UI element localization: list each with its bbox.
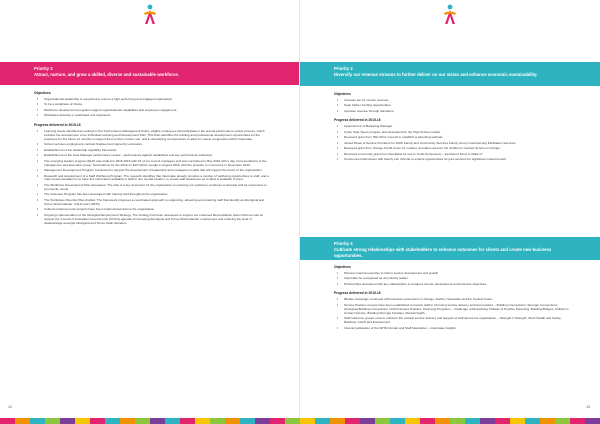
list-item: • Internal publication of the WHS Circular and Staff Newsletter – Interrelate Insights.: [334, 327, 570, 331]
progress-title: Progress delivered in 2015-16: [334, 291, 381, 296]
stripe-segment: [375, 418, 390, 424]
list-item: • Harness internal expertise to inform service development and growth: [334, 272, 570, 276]
progress-title: Progress delivered in 2015-16: [34, 122, 81, 127]
stripe-segment: [60, 418, 75, 424]
stripe-segment: [480, 418, 495, 424]
stripe-segment: [300, 418, 315, 424]
list-item: • Establishment of the Area Manager performance review – performance against capabilities and key performance indicators.: [34, 154, 270, 158]
list-item: • School services employment contract finalised and signed by educators.: [34, 143, 270, 147]
list-item: • Ongoing implementation of the Aboriginal Employment Strategy. The strategy has been developed to support our endorsed Reconciliation Action Plan as well as support the Council of Australian Governments (COAG) agenda of increasing Aboriginal and Torres Strait Islander employment and reducing the level of disadvantage amongst Aboriginal and Torres Strait Islanders.: [34, 214, 270, 226]
stripe-segment: [540, 418, 555, 424]
stripe-segment: [390, 418, 405, 424]
stripe-segment: [525, 418, 540, 424]
list-item: • Received grant from Orange Credit Union for outdoor recreation area for the Children's Contact Service in Orange.: [334, 147, 570, 151]
priority-3-heading: Diversify our revenue streams to further deliver on our vision and enhance economic sustainability.: [334, 72, 538, 77]
list-item: • The emerging leaders program (ELP) was trialled in 2015-2016 with 15 of our current managers and was completed in May 2016 with a day of presentations to the management and Executive group. Nominations for the 2016-17 ELP will be sought in August 2016, with the program to commence in November 2016.: [34, 160, 270, 168]
priority-3-label: Priority 3: [334, 66, 353, 71]
stripe-segment: [105, 418, 120, 424]
stripe-segment: [465, 418, 480, 424]
stripe-segment: [330, 418, 345, 424]
list-item: • Staff reference groups exist to enhance the cultural service delivery and support of staff across the organisation – Strength 2 Strength, Work Health and Safety, Rainbow, CALD and Environment.: [334, 317, 570, 325]
list-item: • Commenced discussion with Family Life Victoria to explore opportunities for joint services for significant mutual benefit.: [334, 158, 570, 162]
objectives-title: Objectives: [334, 92, 351, 96]
priority-3-content: [334, 93, 570, 164]
list-item: • Received community grant from Stockland for use in Youth Symposium – Festival of Films in 2016-17: [334, 153, 570, 157]
list-item: • Received grant from Hills Shire Council to establish a parenting webinar.: [334, 136, 570, 140]
stripe-segment: [15, 418, 30, 424]
priority-2-heading: Attract, nurture, and grow a skilled, diverse and sustainable workforce.: [34, 72, 179, 77]
list-item: • iMelate Campaign continued with television promotions in Orange, Dubbo, Newcastle and the Central Coast.: [334, 298, 570, 302]
stripe-segment: [120, 418, 135, 424]
progress-list: [34, 130, 270, 226]
stripe-segment: [150, 418, 165, 424]
right-page: [300, 0, 600, 424]
list-item: • Establishment of the leadership capability framework.: [34, 149, 270, 153]
stripe-segment: [585, 418, 600, 424]
list-item: • Seek further funding opportunities.: [334, 104, 570, 108]
progress-title: Progress delivered in 2015-16: [334, 118, 381, 123]
stripe-segment: [555, 418, 570, 424]
stripe-segment: [30, 418, 45, 424]
priority-4-heading: Cultivate strong relationships with stakeholders to enhance outcomes for clients and create new business opportunities.: [334, 247, 552, 258]
stripe-segment: [90, 418, 105, 424]
stripe-segment: [360, 418, 375, 424]
list-item: • Workforce development programs support organisational capabilities and employee engagement.: [34, 109, 270, 113]
list-item: • Appointment of Marketing Manager.: [334, 125, 570, 129]
list-item: • Learning needs identified as outlined in the Performance Management Policy, eligible employees will participate in the annual performance review process, which includes the development of an Individual Learning and Development Plan. This Plan identifies the training and professional development opportunities for the employee for the future 12 months to support them in their current role, and in developing competencies to allow for career progression within Interrelate.: [34, 130, 270, 142]
list-item: • Interrelate be recognised as an industry leader.: [334, 277, 570, 281]
stripe-segment: [495, 418, 510, 424]
stripe-segment: [420, 418, 435, 424]
stripe-segment: [195, 418, 210, 424]
list-item: • The Volunteer Program has been developed with training held throughout the organisation.: [34, 193, 270, 197]
stripe-segment: [345, 418, 360, 424]
priority-3-banner: [300, 62, 600, 86]
stripe-segment: [405, 418, 420, 424]
objectives-title: Objectives: [334, 265, 351, 269]
priority-4-label: Priority 4: [334, 241, 353, 246]
priority-4-content: [334, 266, 570, 332]
stripe-segment: [165, 418, 180, 424]
progress-list: [334, 125, 570, 162]
list-item: • Research and development of a Staff Wellbeing Program. The research identifies that Interrelate already provides a number of wellbeing opportunities to staff, and a main recommendation is to have this information available to staff in one central location, to create staff awareness as to what is available to them.: [34, 175, 270, 183]
page-number: 13: [586, 405, 590, 409]
list-item: • Cyber Safe Teens program pilot developed for the High School market.: [334, 131, 570, 135]
stripe-segment: [0, 418, 15, 424]
priority-4-banner: [300, 237, 600, 260]
stripe-segment: [180, 418, 195, 424]
stripe-segment: [255, 418, 270, 424]
list-item: • Organisational leadership is supported to ensure a high performing and engaged organisation.: [34, 98, 270, 102]
page-number: 12: [8, 405, 12, 409]
stripe-segment: [75, 418, 90, 424]
progress-list: [334, 298, 570, 330]
priority-2-content: [34, 92, 270, 227]
color-stripe-footer: [0, 418, 600, 424]
objectives-list: [334, 272, 570, 287]
stripe-segment: [225, 418, 240, 424]
stripe-segment: [45, 418, 60, 424]
stripe-segment: [450, 418, 465, 424]
list-item: • Service Practice Groups have been established to involve staff in informing service delivery and best practice – Building Connections, Stronger Connections, Aboriginal Building Connections, Child Inclusive Practice, Parenting Programs – Challenge of Disciplining Children & Positive Parenting, Building Bridges, Children's Contact Service, Building Stronger Families, Mental Health.: [334, 304, 570, 316]
list-item: • Cultural enhancements projects have been implemented across the organisation.: [34, 208, 270, 212]
list-item: • Increase fee for service revenue.: [334, 99, 570, 103]
priority-2-label: Priority 2: [34, 66, 53, 71]
list-item: • The Workforce Development Plan developed. The plan is a key document for the organisation in ensuring our workforce continues to develop and be responsive to community needs.: [34, 184, 270, 192]
list-item: • The Workplace Diversity Plan drafted. The framework proposes a coordinated approach to supporting, attracting and retaining staff that identify as Aboriginal and Torres Strait Islander, CALD and LGBTQ.: [34, 199, 270, 207]
objectives-list: [334, 99, 570, 114]
interrelate-logo-icon: [143, 4, 157, 26]
objectives-title: Objectives: [34, 91, 51, 95]
stripe-segment: [210, 418, 225, 424]
stripe-segment: [315, 418, 330, 424]
stripe-segment: [435, 418, 450, 424]
list-item: • Joined Panel of Service Providers for NSW Family and Community Services Family Group Conferencing Facilitation Services.: [334, 142, 570, 146]
list-item: • Partnerships developed with key stakeholders to progress service development and business objectives.: [334, 283, 570, 287]
stripe-segment: [510, 418, 525, 424]
list-item: • Increase revenue through donations.: [334, 110, 570, 114]
priority-2-banner: [0, 62, 300, 85]
list-item: • Management Development Program Conducted to support the development of leadership and management skills that will support the future of the organisation.: [34, 169, 270, 173]
list-item: • To be a workplace of choice.: [34, 103, 270, 107]
stripe-segment: [570, 418, 585, 424]
interrelate-logo-icon: [443, 4, 457, 26]
stripe-segment: [135, 418, 150, 424]
stripe-segment: [270, 418, 285, 424]
stripe-segment: [240, 418, 255, 424]
objectives-list: [34, 98, 270, 118]
stripe-segment: [285, 418, 300, 424]
list-item: • Workplace diversity is celebrated and supported.: [34, 114, 270, 118]
